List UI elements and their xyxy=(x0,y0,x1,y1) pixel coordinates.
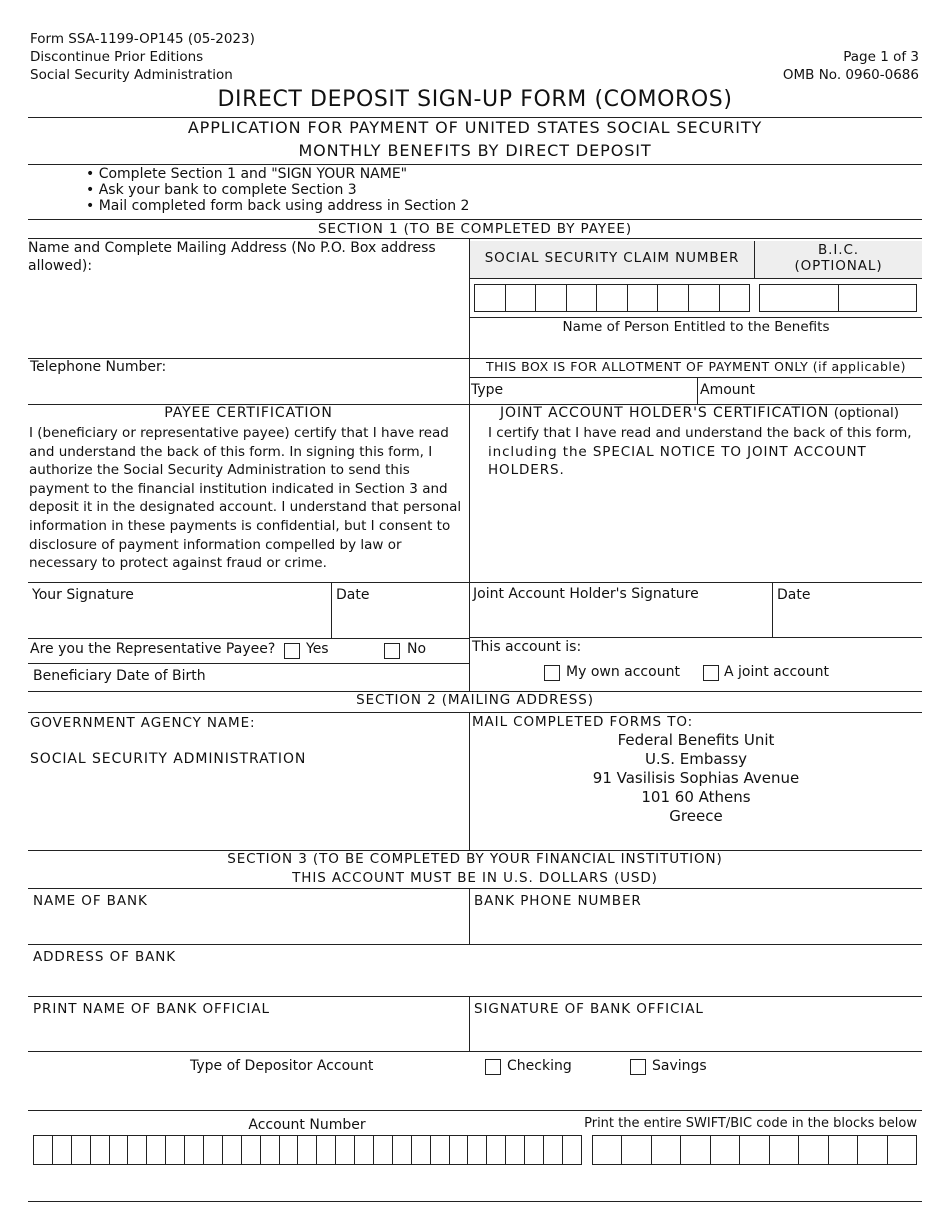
rep-payee-top-border xyxy=(28,638,469,639)
joint-account-checkbox[interactable] xyxy=(703,665,719,681)
swift-char-box[interactable] xyxy=(770,1136,799,1164)
payee-cert-heading: PAYEE CERTIFICATION xyxy=(164,405,333,421)
bank-name-phone-divider xyxy=(469,888,470,944)
savings-label: Savings xyxy=(652,1058,707,1074)
depositor-top-border xyxy=(28,1051,922,1052)
this-account-is-label: This account is: xyxy=(472,639,582,655)
bic-boxes[interactable] xyxy=(759,284,917,312)
bank-name-field[interactable] xyxy=(29,910,468,943)
section3-heading-2: THIS ACCOUNT MUST BE IN U.S. DOLLARS (USD) xyxy=(292,870,658,886)
claim-digit-box[interactable] xyxy=(506,285,537,311)
claim-digit-box[interactable] xyxy=(628,285,659,311)
joint-signature-label: Joint Account Holder's Signature xyxy=(473,586,699,602)
account-digit-box[interactable] xyxy=(242,1136,261,1164)
claim-number-label: SOCIAL SECURITY CLAIM NUMBER xyxy=(484,250,740,266)
form-subtitle-1: APPLICATION FOR PAYMENT OF UNITED STATES SOCIAL SECURITY xyxy=(187,118,763,137)
mailing-address: Federal Benefits Unit U.S. Embassy 91 Vasilisis Sophias Avenue 101 60 Athens Greece xyxy=(592,731,800,825)
savings-checkbox[interactable] xyxy=(630,1059,646,1075)
account-digit-box[interactable] xyxy=(72,1136,91,1164)
account-is-top-border xyxy=(470,637,922,638)
swift-char-box[interactable] xyxy=(652,1136,681,1164)
account-digit-box[interactable] xyxy=(34,1136,53,1164)
account-digit-box[interactable] xyxy=(110,1136,129,1164)
section3-heading-1: SECTION 3 (TO BE COMPLETED BY YOUR FINANCIAL INSTITUTION) xyxy=(227,851,723,867)
bank-official-signature-label: SIGNATURE OF BANK OFFICIAL xyxy=(474,1001,704,1017)
joint-account-label: A joint account xyxy=(724,664,829,680)
account-digit-box[interactable] xyxy=(280,1136,299,1164)
type-amount-divider xyxy=(697,377,698,404)
joint-date-label: Date xyxy=(777,587,811,603)
bank-address-label: ADDRESS OF BANK xyxy=(33,949,176,965)
joint-signature-field[interactable] xyxy=(471,604,771,636)
my-own-account-checkbox[interactable] xyxy=(544,665,560,681)
account-digit-box[interactable] xyxy=(204,1136,223,1164)
account-digit-box[interactable] xyxy=(374,1136,393,1164)
section2-heading-divider xyxy=(28,712,922,713)
account-digit-box[interactable] xyxy=(53,1136,72,1164)
account-digit-box[interactable] xyxy=(487,1136,506,1164)
form-title: DIRECT DEPOSIT SIGN-UP FORM (COMOROS) xyxy=(217,87,733,112)
swift-char-box[interactable] xyxy=(858,1136,887,1164)
payee-cert-text: I (beneficiary or representative payee) certify that I have read and understand the back of this form. In signing this form, I authorize the Social Security Administration to send this payment to the financial institution indicated in Section 3 and deposit it in the designated account. I understand that personal information in these payments is confidential, but I consent to disclosure of payment information compelled by law or necessary to protect against fraud or crime. xyxy=(29,425,462,572)
account-digit-box[interactable] xyxy=(506,1136,525,1164)
bank-phone-field[interactable] xyxy=(471,910,921,943)
bank-name-label: NAME OF BANK xyxy=(33,893,148,909)
subtitle-divider xyxy=(28,164,922,165)
swift-instructions-label: Print the entire SWIFT/BIC code in the blocks below xyxy=(584,1116,917,1131)
checking-label: Checking xyxy=(507,1058,572,1074)
claim-digit-box[interactable] xyxy=(536,285,567,311)
swift-char-box[interactable] xyxy=(622,1136,651,1164)
claim-number-boxes[interactable] xyxy=(474,284,750,312)
your-signature-field[interactable] xyxy=(29,605,330,637)
claim-digit-box[interactable] xyxy=(689,285,720,311)
swift-char-box[interactable] xyxy=(799,1136,828,1164)
gov-agency-value: SOCIAL SECURITY ADMINISTRATION xyxy=(30,751,307,767)
telephone-label: Telephone Number: xyxy=(30,359,167,375)
bank-official-divider xyxy=(469,996,470,1051)
bic-box[interactable] xyxy=(839,285,918,311)
joint-date-field[interactable] xyxy=(774,604,921,636)
form-bottom-border xyxy=(28,1201,922,1202)
discontinue-notice: Discontinue Prior Editions xyxy=(30,49,204,65)
section2-heading: SECTION 2 (MAILING ADDRESS) xyxy=(356,692,594,708)
swift-char-box[interactable] xyxy=(888,1136,917,1164)
account-number-label: Account Number xyxy=(248,1117,366,1133)
account-digit-box[interactable] xyxy=(336,1136,355,1164)
instruction-1: • Complete Section 1 and "SIGN YOUR NAME" xyxy=(86,166,408,182)
checking-checkbox[interactable] xyxy=(485,1059,501,1075)
swift-char-box[interactable] xyxy=(829,1136,858,1164)
account-number-top-border xyxy=(28,1110,922,1111)
gov-agency-label: GOVERNMENT AGENCY NAME: xyxy=(30,715,256,731)
rep-payee-no-checkbox[interactable] xyxy=(384,643,400,659)
joint-cert-heading: JOINT ACCOUNT HOLDER'S CERTIFICATION (optional) xyxy=(500,405,899,421)
name-address-label-2: allowed): xyxy=(28,258,93,274)
page-number: Page 1 of 3 xyxy=(843,49,919,65)
beneficiary-dob-label: Beneficiary Date of Birth xyxy=(33,668,206,684)
agency-name: Social Security Administration xyxy=(30,67,233,83)
account-digit-box[interactable] xyxy=(431,1136,450,1164)
date-label: Date xyxy=(336,587,370,603)
swift-char-box[interactable] xyxy=(711,1136,740,1164)
claim-digit-box[interactable] xyxy=(658,285,689,311)
claim-bottom-border xyxy=(470,317,922,318)
rep-payee-question: Are you the Representative Payee? xyxy=(30,641,276,657)
account-digit-box[interactable] xyxy=(91,1136,110,1164)
instruction-2: • Ask your bank to complete Section 3 xyxy=(86,182,357,198)
account-digit-box[interactable] xyxy=(563,1136,582,1164)
bank-official-signature-field[interactable] xyxy=(471,1018,921,1050)
type-label: Type xyxy=(471,382,504,398)
mail-to-label: MAIL COMPLETED FORMS TO: xyxy=(472,714,694,730)
account-digit-box[interactable] xyxy=(544,1136,563,1164)
allotment-label: THIS BOX IS FOR ALLOTMENT OF PAYMENT ONLY (if applicable) xyxy=(486,359,906,374)
bank-phone-label: BANK PHONE NUMBER xyxy=(474,893,642,909)
account-digit-box[interactable] xyxy=(412,1136,431,1164)
account-digit-box[interactable] xyxy=(223,1136,242,1164)
bank-official-name-label: PRINT NAME OF BANK OFFICIAL xyxy=(33,1001,270,1017)
amount-label: Amount xyxy=(700,382,756,398)
yes-label: Yes xyxy=(306,641,329,657)
account-digit-box[interactable] xyxy=(185,1136,204,1164)
section1-heading-divider xyxy=(28,238,922,239)
date-field[interactable] xyxy=(332,605,468,637)
rep-payee-yes-checkbox[interactable] xyxy=(284,643,300,659)
account-digit-box[interactable] xyxy=(147,1136,166,1164)
bank-official-name-field[interactable] xyxy=(29,1018,468,1050)
claim-digit-box[interactable] xyxy=(567,285,598,311)
allotment-divider xyxy=(470,377,922,378)
omb-number: OMB No. 0960-0686 xyxy=(782,67,919,83)
section1-column-divider xyxy=(469,238,470,692)
claim-digit-box[interactable] xyxy=(720,285,751,311)
name-entitled-label: Name of Person Entitled to the Benefits xyxy=(562,319,830,335)
account-digit-box[interactable] xyxy=(355,1136,374,1164)
swift-char-box[interactable] xyxy=(740,1136,769,1164)
section1-top-border xyxy=(28,219,922,220)
account-digit-box[interactable] xyxy=(128,1136,147,1164)
bic-label-2: (OPTIONAL) xyxy=(794,258,883,274)
swift-char-box[interactable] xyxy=(593,1136,622,1164)
name-address-label-1: Name and Complete Mailing Address (No P.O. Box address xyxy=(28,240,436,256)
bic-box[interactable] xyxy=(760,285,839,311)
no-label: No xyxy=(407,641,427,657)
bank-official-top-border xyxy=(28,996,922,997)
section3-heading-divider xyxy=(28,888,922,889)
account-digit-box[interactable] xyxy=(317,1136,336,1164)
account-digit-box[interactable] xyxy=(468,1136,487,1164)
claim-digit-box[interactable] xyxy=(597,285,628,311)
bic-label-1: B.I.C. xyxy=(818,242,859,258)
rep-payee-bottom-border xyxy=(28,663,469,664)
bank-address-field[interactable] xyxy=(29,966,921,996)
joint-cert-text: I certify that I have read and understand the back of this form, including the SPECIAL NOTICE TO JOINT ACCOUNT HOLDERS. xyxy=(488,425,912,478)
depositor-type-label: Type of Depositor Account xyxy=(190,1058,374,1074)
signature-top-border xyxy=(28,582,922,583)
account-digit-box[interactable] xyxy=(450,1136,469,1164)
instruction-3: • Mail completed form back using address in Section 2 xyxy=(86,198,470,214)
account-digit-box[interactable] xyxy=(298,1136,317,1164)
account-digit-box[interactable] xyxy=(166,1136,185,1164)
account-digit-box[interactable] xyxy=(261,1136,280,1164)
account-number-boxes[interactable] xyxy=(33,1135,582,1165)
my-own-account-label: My own account xyxy=(566,664,680,680)
swift-char-box[interactable] xyxy=(681,1136,710,1164)
form-number: Form SSA-1199-OP145 (05-2023) xyxy=(30,31,255,47)
account-digit-box[interactable] xyxy=(525,1136,544,1164)
your-signature-label: Your Signature xyxy=(32,587,134,603)
form-subtitle-2: MONTHLY BENEFITS BY DIRECT DEPOSIT xyxy=(298,141,652,160)
section1-heading: SECTION 1 (TO BE COMPLETED BY PAYEE) xyxy=(317,221,632,237)
account-digit-box[interactable] xyxy=(393,1136,412,1164)
claim-digit-box[interactable] xyxy=(475,285,506,311)
swift-bic-boxes[interactable] xyxy=(592,1135,917,1165)
joint-signature-date-divider xyxy=(772,582,773,637)
bank-address-top-border xyxy=(28,944,922,945)
